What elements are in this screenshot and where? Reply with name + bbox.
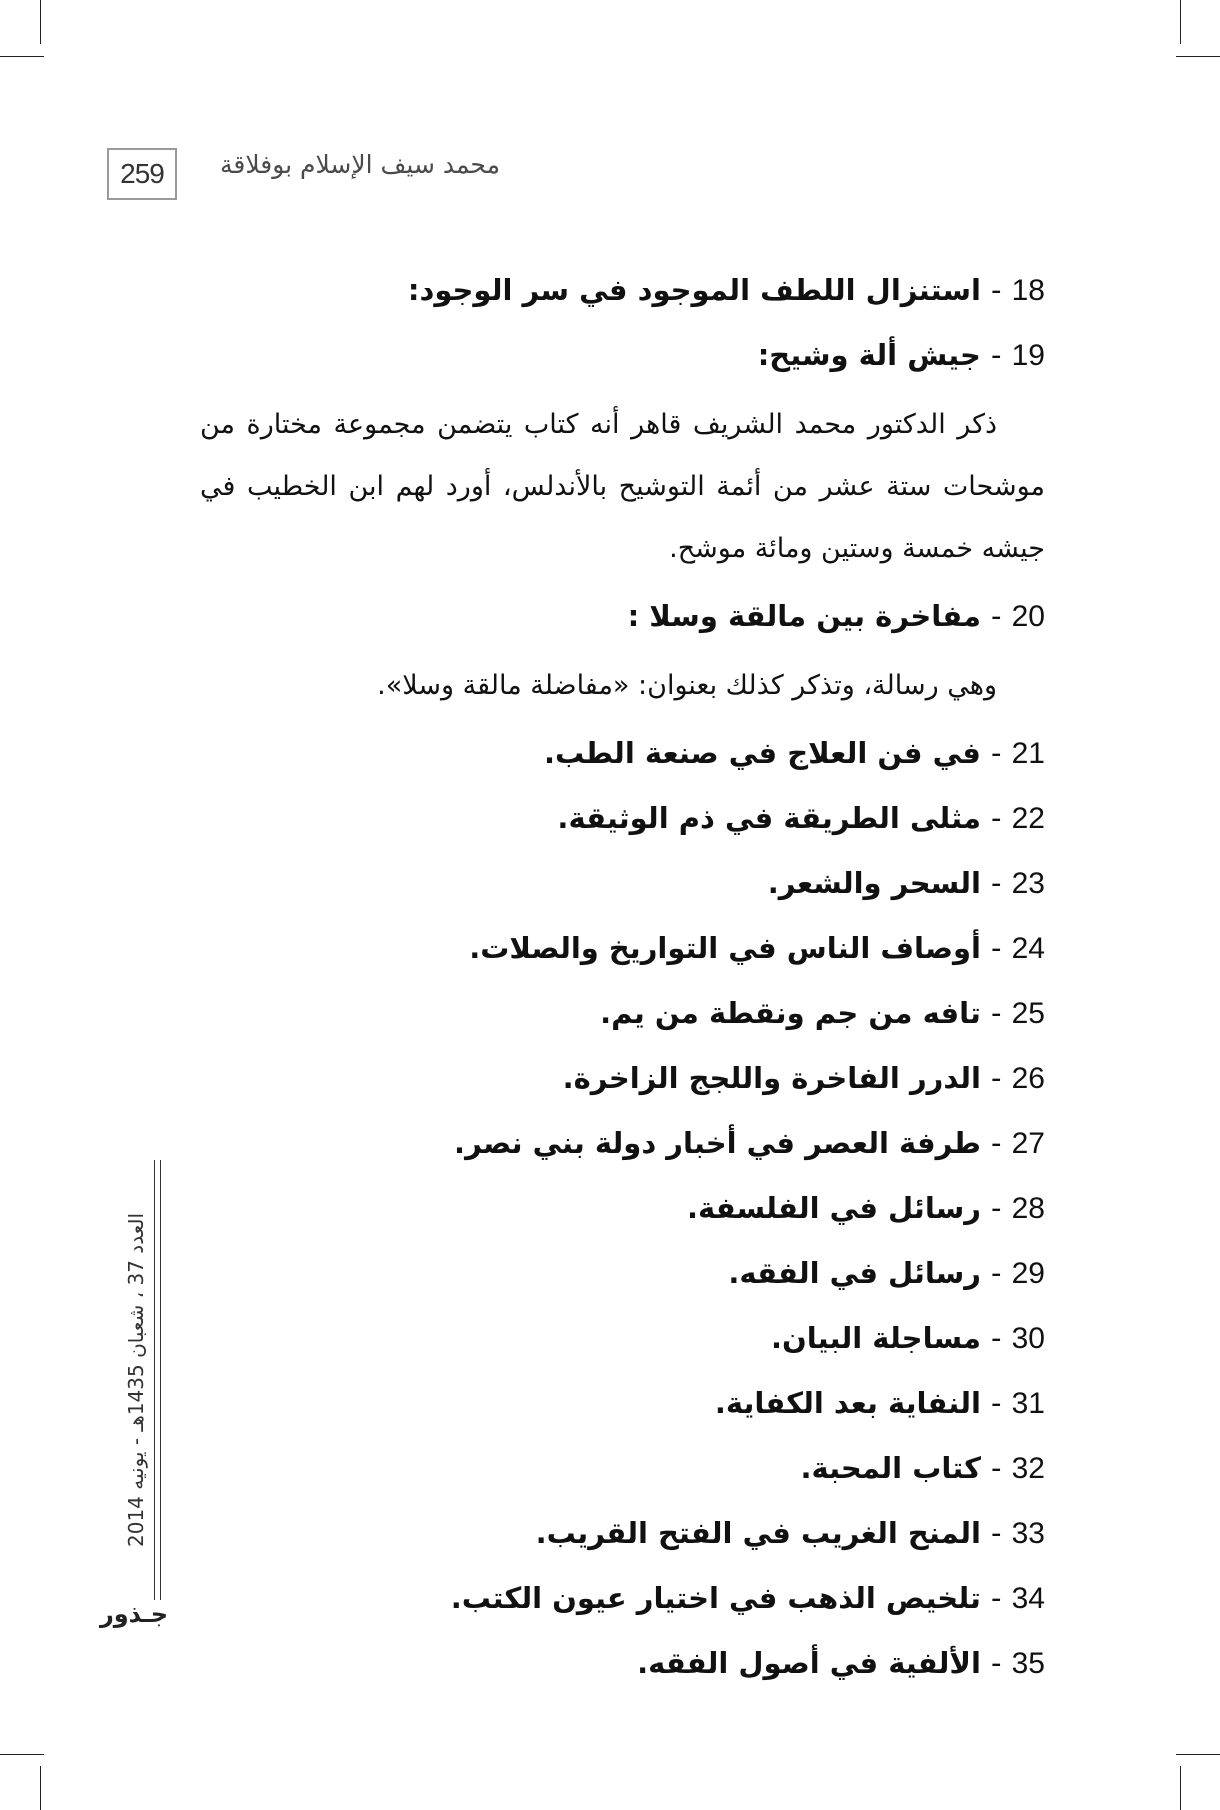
item-number: 29 xyxy=(1011,1257,1045,1290)
item-number: 21 xyxy=(1011,737,1045,770)
list-item: 34 - تلخيص الذهب في اختيار عيون الكتب. xyxy=(450,1581,1045,1615)
item-title: مثلى الطريقة في ذم الوثيقة. xyxy=(557,801,981,835)
list-item: 19 - جيش ألة وشيح: xyxy=(757,338,1045,372)
item-number: 22 xyxy=(1011,802,1045,835)
item-title: الدرر الفاخرة واللجج الزاخرة. xyxy=(562,1061,981,1095)
item-title: جيش ألة وشيح: xyxy=(757,338,981,372)
side-rule xyxy=(154,1160,155,1600)
issue-info: العدد 37 ، شعبان 1435هـ - يونيه 2014 xyxy=(124,1213,148,1547)
list-item: 31 - النفاية بعد الكفاية. xyxy=(714,1386,1045,1420)
list-item: 20 - مفاخرة بين مالقة وسلا : xyxy=(627,599,1045,633)
list-item: 28 - رسائل في الفلسفة. xyxy=(687,1191,1045,1225)
crop-mark xyxy=(40,1766,41,1810)
crop-mark xyxy=(0,1754,44,1755)
item-title: المنح الغريب في الفتح القريب. xyxy=(535,1516,981,1550)
item-number: 24 xyxy=(1011,932,1045,965)
list-item: 22 - مثلى الطريقة في ذم الوثيقة. xyxy=(557,801,1045,835)
list-item: 23 - السحر والشعر. xyxy=(767,866,1045,900)
item-number: 18 xyxy=(1011,274,1045,307)
list-item: 32 - كتاب المحبة. xyxy=(800,1451,1045,1485)
item-number: 31 xyxy=(1011,1387,1045,1420)
item-title: في فن العلاج في صنعة الطب. xyxy=(543,736,981,770)
item-title: تلخيص الذهب في اختيار عيون الكتب. xyxy=(450,1581,981,1615)
list-item: 29 - رسائل في الفقه. xyxy=(728,1256,1045,1290)
item-title: السحر والشعر. xyxy=(767,866,981,900)
item-number: 20 xyxy=(1011,600,1045,633)
crop-mark xyxy=(40,0,41,44)
item-number: 25 xyxy=(1011,997,1045,1030)
crop-mark xyxy=(1180,1766,1181,1810)
journal-logo: جـذور xyxy=(99,1600,169,1628)
main-content xyxy=(200,258,1045,1696)
item-title: طرفة العصر في أخبار دولة بني نصر. xyxy=(454,1126,981,1160)
item-title: رسائل في الفلسفة. xyxy=(687,1191,981,1225)
crop-mark xyxy=(1176,56,1220,57)
item-title: الألفية في أصول الفقه. xyxy=(637,1646,981,1680)
item-number: 26 xyxy=(1011,1062,1045,1095)
item-number: 23 xyxy=(1011,867,1045,900)
list-item: 21 - في فن العلاج في صنعة الطب. xyxy=(543,736,1045,770)
list-item: 27 - طرفة العصر في أخبار دولة بني نصر. xyxy=(454,1126,1045,1160)
item-number: 27 xyxy=(1011,1127,1045,1160)
crop-mark xyxy=(0,56,44,57)
item-title: كتاب المحبة. xyxy=(800,1451,981,1485)
list-item: 30 - مساجلة البيان. xyxy=(770,1321,1045,1355)
item-title: مفاخرة بين مالقة وسلا : xyxy=(627,599,981,633)
item-number: 30 xyxy=(1011,1322,1045,1355)
running-header-author: محمد سيف الإسلام بوفلاقة xyxy=(220,150,500,179)
item-title: النفاية بعد الكفاية. xyxy=(714,1386,981,1420)
item-title: مساجلة البيان. xyxy=(770,1321,981,1355)
item-title: استنزال اللطف الموجود في سر الوجود: xyxy=(407,273,981,307)
crop-mark xyxy=(1176,1754,1220,1755)
item-title: تافه من جم ونقطة من يم. xyxy=(600,996,981,1030)
item-title: رسائل في الفقه. xyxy=(728,1256,981,1290)
list-item: 18 - استنزال اللطف الموجود في سر الوجود: xyxy=(407,273,1045,307)
item-number: 35 xyxy=(1011,1647,1045,1680)
item-number: 28 xyxy=(1011,1192,1045,1225)
item-description: وهي رسالة، وتذكر كذلك بعنوان: «مفاضلة مالقة وسلا». xyxy=(377,670,997,701)
item-number: 19 xyxy=(1011,339,1045,372)
item-title: أوصاف الناس في التواريخ والصلات. xyxy=(469,931,981,965)
page-number: 259 xyxy=(107,148,177,200)
list-item: 33 - المنح الغريب في الفتح القريب. xyxy=(535,1516,1045,1550)
item-number: 34 xyxy=(1011,1582,1045,1615)
list-item: 35 - الألفية في أصول الفقه. xyxy=(637,1646,1045,1680)
item-number: 33 xyxy=(1011,1517,1045,1550)
item-description: ذكر الدكتور محمد الشريف قاهر أنه كتاب يتضمن مجموعة مختارة من موشحات ستة عشر من أئمة التوشيح بالأندلس، أورد لهم ابن الخطيب في جيشه خمسة وستين ومائة موشح. xyxy=(200,409,1045,564)
list-item: 26 - الدرر الفاخرة واللجج الزاخرة. xyxy=(562,1061,1045,1095)
item-number: 32 xyxy=(1011,1452,1045,1485)
crop-mark xyxy=(1180,0,1181,44)
list-item: 24 - أوصاف الناس في التواريخ والصلات. xyxy=(469,931,1045,965)
list-item: 25 - تافه من جم ونقطة من يم. xyxy=(600,996,1045,1030)
side-rule xyxy=(160,1160,161,1600)
